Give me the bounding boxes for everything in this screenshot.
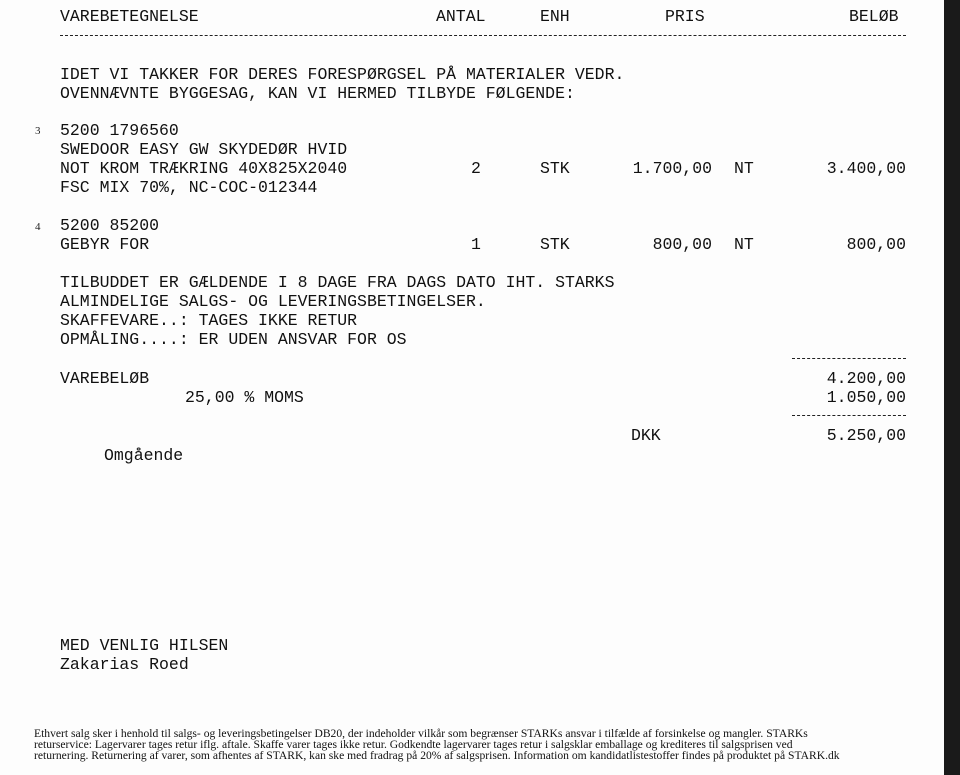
footer-line: returnering. Returnering af varer, som afhentes af STARK, kan ske med fradrag på 20% af salgsprisen. Information om kandidatlistestoffer findes på produktet på STARK.dk [34, 749, 840, 762]
item-qty: 2 [471, 159, 481, 178]
item-number: 5200 1796560 [60, 121, 179, 140]
item-description: FSC MIX 70%, NC-COC-012344 [60, 178, 318, 197]
terms-line: TILBUDDET ER GÆLDENDE I 8 DAGE FRA DAGS DATO IHT. STARKS [60, 273, 615, 292]
vat-label: 25,00 % MOMS [185, 388, 304, 407]
column-header-amount: BELØB [849, 7, 899, 26]
currency-label: DKK [631, 426, 661, 445]
item-price-code: NT [734, 159, 754, 178]
item-qty: 1 [471, 235, 481, 254]
footer-line: Ethvert salg sker i henhold til salgs- og leveringsbetingelser DB20, der indeholder vilkår som begrænser STARKs ansvar i tilfælde af forsinkelse og mangler. STARKs [34, 727, 808, 740]
subtotal-label: VAREBELØB [60, 369, 150, 388]
line-number: 3 [35, 125, 41, 137]
item-price: 800,00 [652, 235, 712, 254]
item-price-code: NT [734, 235, 754, 254]
item-description: NOT KROM TRÆKRING 40X825X2040 [60, 159, 348, 178]
column-header-unit: ENH [540, 7, 570, 26]
header-divider [60, 35, 906, 36]
item-description: SWEDOOR EASY GW SKYDEDØR HVID [60, 140, 348, 159]
vat-value: 1.050,00 [826, 388, 906, 407]
item-amount: 800,00 [846, 235, 906, 254]
intro-line-2: OVENNÆVNTE BYGGESAG, KAN VI HERMED TILBYDE FØLGENDE: [60, 84, 575, 103]
closing-greeting: MED VENLIG HILSEN [60, 636, 229, 655]
column-header-price: PRIS [665, 7, 705, 26]
terms-line: OPMÅLING....: ER UDEN ANSVAR FOR OS [60, 330, 407, 349]
intro-line-1: IDET VI TAKKER FOR DERES FORESPØRGSEL PÅ MATERIALER VEDR. [60, 65, 625, 84]
subtotal-value: 4.200,00 [826, 369, 906, 388]
line-number: 4 [35, 221, 41, 233]
signer-name: Zakarias Roed [60, 655, 189, 674]
payment-terms: Omgående [104, 446, 184, 465]
terms-line: ALMINDELIGE SALGS- OG LEVERINGSBETINGELSER. [60, 292, 486, 311]
footer-line: returservice: Lagervarer tages retur iflg. aftale. Skaffe varer tages ikke retur. Godkendte lagervarer tages retur i salgsklar emballage og krediteres til salgsprisen ved [34, 738, 793, 751]
terms-line: SKAFFEVARE..: TAGES IKKE RETUR [60, 311, 358, 330]
item-number: 5200 85200 [60, 216, 160, 235]
subtotal-divider [792, 358, 906, 359]
item-price: 1.700,00 [632, 159, 712, 178]
footer-terms [34, 728, 934, 761]
item-amount: 3.400,00 [826, 159, 906, 178]
total-value: 5.250,00 [826, 426, 906, 445]
column-header-item: VAREBETEGNELSE [60, 7, 199, 26]
item-unit: STK [540, 159, 570, 178]
column-header-qty: ANTAL [436, 7, 486, 26]
item-description: GEBYR FOR [60, 235, 150, 254]
item-unit: STK [540, 235, 570, 254]
total-divider [792, 415, 906, 416]
